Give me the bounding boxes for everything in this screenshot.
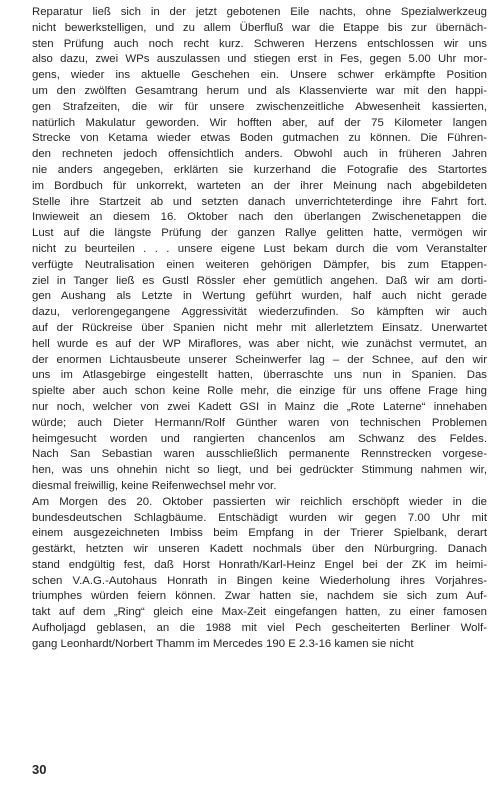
text-line: uns im Atlasgebirge eingestellt hatten, überraschte uns nun in Spanien. Das (32, 369, 487, 382)
text-line: würde; auch Dieter Hermann/Rolf Günther waren von technischen Problemen (32, 416, 487, 429)
text-line: nur noch, welcher von zwei Kadett GSI in Mainz die „Rote Laterne“ innehaben (32, 400, 487, 413)
paragraph (32, 495, 487, 653)
text-line: dazu, verlorengegangene Aggressivität wiederzufinden. So kämpften wir auch (32, 306, 487, 319)
text-line: einem ausgezeichneten Imbiss beim Empfang in der Trierer Spielbank, derart (32, 527, 487, 540)
text-line: natürlich Makulatur geworden. Wir hofften aber, auf der 75 Kilometer langen (32, 116, 487, 129)
text-line: hell wurde es auf der WP Miraflores, was aber nicht, wie zunächst vermutet, an (32, 337, 487, 350)
text-line: diesmal freiwillig, keine Reifenwechsel mehr vor. (32, 479, 277, 492)
text-line: Lust auf die längste Prüfung der ganzen Rallye gelitten hatte, vermögen wir (32, 227, 487, 240)
text-line: Stelle ihre Startzeit ab und setzten danach unverrichteterdinge ihre Fahrt fort. (32, 195, 487, 208)
text-line: also dazu, zwei WPs auszulassen und stiegen erst in Fes, gegen 5.00 Uhr mor- (32, 53, 487, 66)
text-line: Strecke von Ketama wieder etwas Boden gutmachen zu können. Die Führen- (32, 132, 487, 145)
text-line: schen V.A.G.-Autohaus Honrath in Bingen keine Wiederholung ihres Vorjahres- (32, 574, 487, 587)
page-number: 30 (32, 762, 47, 777)
text-line: im Bordbuch für unkorrekt, warteten an der ihrer Meinung nach abgebildeten (32, 179, 487, 192)
text-line: nicht bewerkstelligen, und zu allem Überfluß war die Etappe bis zur übernäch- (32, 21, 487, 34)
text-line: Nach San Sebastian waren ausschließlich permanente Rennstrecken vorgese- (32, 448, 487, 461)
text-line: der enormen Lichtausbeute unserer Scheinwerfer lag – der Schnee, auf den wir (32, 353, 487, 366)
text-line: gestärkt, hetzten wir unseren Kadett nochmals über den Nürburgring. Danach (32, 543, 487, 556)
text-line: stand endgültig fest, daß Horst Honrath/Karl-Heinz Engel bei der ZK im heimi- (32, 558, 487, 571)
text-line: hen, was uns ohnehin nicht so liegt, und bei gedrückter Stimmung nahmen wir, (32, 464, 487, 477)
text-line: verfügte Neutralisation einen weiteren gehörigen Dämpfer, bis zum Etappen- (32, 258, 487, 271)
text-line: gen Aushang als Letzte in Wertung geführt wurden, half auch nicht gerade (32, 290, 487, 303)
text-line: gen Strafzeiten, die wir für unsere zwischenzeitliche Abwesenheit kassierten, (32, 100, 487, 113)
text-line: Reparatur ließ sich in der jetzt gebotenen Eile nachts, ohne Spezialwerkzeug (32, 6, 487, 18)
text-line: Aufholjagd geblasen, an die 1988 mit viel Pech gescheiterten Berliner Wolf- (32, 622, 487, 635)
text-line: takt auf dem „Ring“ gleich eine Max-Zeit eingefangen hatten, zu einer famosen (32, 606, 487, 619)
text-line: auf der Rückreise über Spanien nicht mehr mit allerletztem Einsatz. Unerwartet (32, 321, 487, 334)
text-line: spielte aber auch schon keine Rolle mehr, die einzige für uns offene Frage hing (32, 385, 487, 398)
text-line: triumphes würden feiern können. Zwar hatten sie, nachdem sie sich zum Auf- (32, 590, 487, 603)
paragraph (32, 5, 487, 495)
text-line: Inwieweit an diesem 16. Oktober nach den überlangen Zwischenetappen die (32, 211, 487, 224)
text-line: ziel in Tanger ließ es Gustl Rössler eher gemütlich angehen. Daß wir am dorti- (32, 274, 487, 287)
text-line: gens, wieder ins aktuelle Geschehen ein. Unsere schwer erkämpfte Position (32, 69, 487, 82)
text-line: gang Leonhardt/Norbert Thamm im Mercedes 190 E 2.3-16 kamen sie nicht (32, 637, 414, 650)
text-line: um den zwölften Gesamtrang herum und als Klassenvierte war mit den happi- (32, 84, 487, 97)
text-line: nie anders angegeben, erklärten sie kurzerhand die Fotografie des Startortes (32, 163, 487, 176)
text-line: den rechneten jedoch offensichtlich anders. Obwohl auch in früheren Jahren (32, 148, 487, 161)
text-line: nicht zu beurteilen . . . unsere eigene Lust bekam durch die vom Veranstalter (32, 242, 487, 255)
body-text (32, 5, 487, 653)
text-line: Am Morgen des 20. Oktober passierten wir reichlich erschöpft wieder in die (32, 495, 487, 508)
text-line: heimgesucht worden und rangierten chancenlos am Schwanz des Feldes. (32, 432, 487, 445)
text-line: bundesdeutschen Schlagbäume. Entschädigt wurden wir gegen 7.00 Uhr mit (32, 511, 487, 524)
text-line: sten Prüfung auch noch recht kurz. Schweren Herzens entschlossen wir uns (32, 37, 487, 50)
